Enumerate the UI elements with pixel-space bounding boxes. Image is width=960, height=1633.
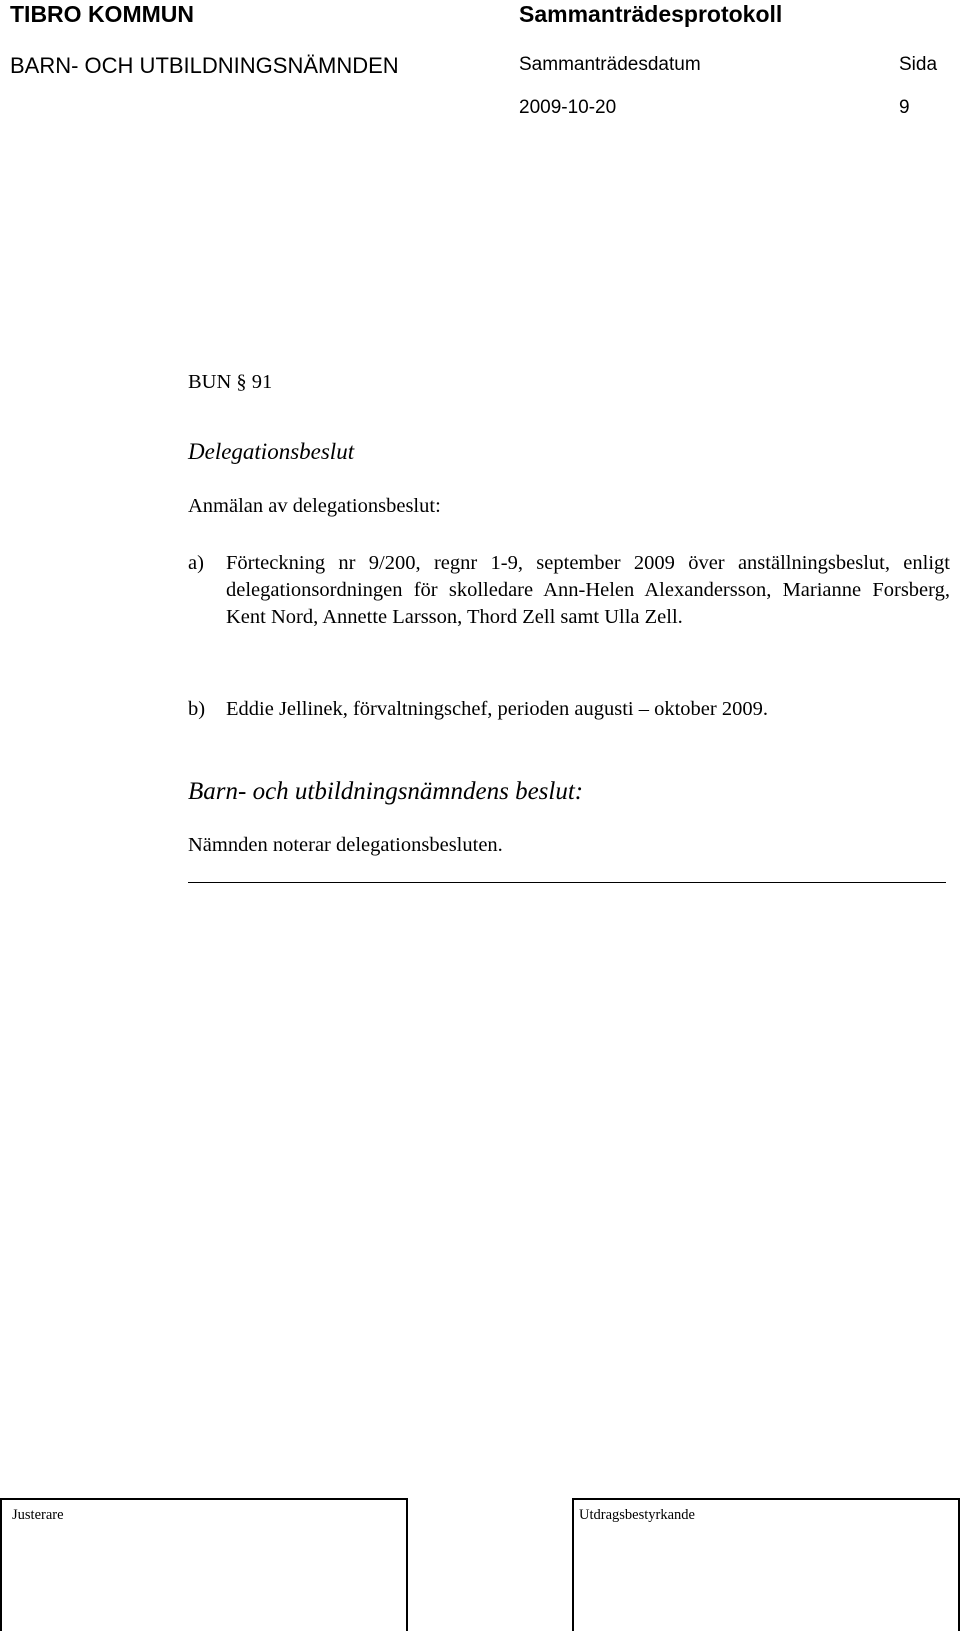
- justerare-label: Justerare: [12, 1507, 64, 1523]
- page-number: 9: [899, 97, 910, 118]
- meeting-date-label: Sammanträdesdatum: [519, 54, 701, 75]
- page-label: Sida: [899, 54, 938, 75]
- org-name: TIBRO KOMMUN: [10, 1, 194, 27]
- utdragsbestyrkande-label: Utdragsbestyrkande: [579, 1507, 695, 1523]
- footer-signature-area: [0, 1498, 960, 1631]
- justerare-box: [0, 1498, 408, 1631]
- list-item: [188, 696, 950, 723]
- section-intro: Anmälan av delegationsbeslut:: [188, 495, 441, 517]
- list-item-text: Förteckning nr 9/200, regnr 1-9, september 2009 över anställningsbeslut, enligt delegationsordningen för skolledare Ann-Helen Alexandersson, Marianne Forsberg, Kent Nord, Annette Larsson, Thord Zell samt Ulla Zell.: [226, 552, 950, 628]
- committee-name: BARN- OCH UTBILDNINGSNÄMNDEN: [10, 53, 399, 78]
- section-end-rule: [188, 882, 946, 883]
- list-item-text: Eddie Jellinek, förvaltningschef, perioden augusti – oktober 2009.: [226, 698, 768, 720]
- section-reference: BUN § 91: [188, 371, 273, 393]
- list-item-marker: b): [188, 698, 206, 720]
- document-type: Sammanträdesprotokoll: [519, 1, 783, 27]
- list-item: [188, 550, 950, 631]
- decision-heading: Barn- och utbildningsnämndens beslut:: [188, 778, 584, 805]
- list-item-marker: a): [188, 552, 204, 574]
- utdragsbestyrkande-box: [572, 1498, 960, 1631]
- decision-text: Nämnden noterar delegationsbesluten.: [188, 834, 503, 856]
- meeting-date-value: 2009-10-20: [519, 97, 617, 118]
- section-title: Delegationsbeslut: [188, 439, 355, 464]
